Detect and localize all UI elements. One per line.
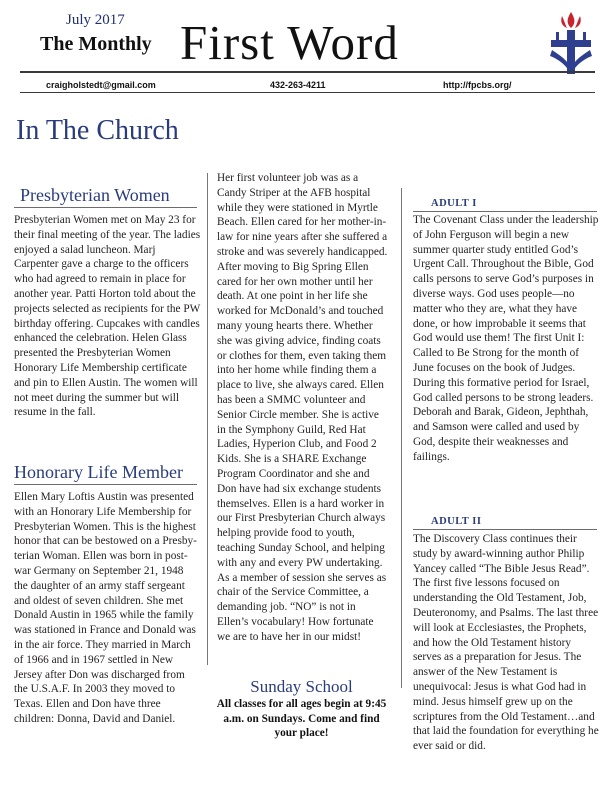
newsletter-title: First Word — [180, 15, 399, 70]
article-text: Her first volunteer job was as a Candy Striper at the AFB hospital while they were stationed in Myrtle Beach. Ellen cared for her mother-in-law for nine years after she suffered a stroke and was severely handicapped. After moving to Big Spring Ellen cared for her own mother until her death. At one point in her life she worked for McDonald’s and touched many young hearts there. Whether she was giving advice, finding coats or clothes for them, even taking them into her home while finding them a place to live, she always cared. Ellen has been a SMMC volunteer and Senior Circle member. She is active in the Symphony Guild, Red Hat Ladies, Hyperion Club, and Food 2 Kids. She is a SHARE Exchange Program Coordinator and she and Don have had six exchange students themselves. Ellen is a hard worker in our First Presbyterian Church always helping provide food to youth, teaching Sunday School, and helping with any and every PW undertaking. As a member of session she serves as chair of the Service Committee, a demanding job. “NO” is not in Ellen’s vocabulary! How fortunate we are to have her in our midst! — [217, 172, 388, 643]
masthead-bottom-rule — [20, 92, 595, 93]
honorary-continued-article — [217, 171, 389, 645]
heading-rule — [14, 207, 197, 208]
heading-rule — [14, 484, 197, 485]
adult-2-label: ADULT II — [431, 516, 482, 527]
heading-rule — [413, 211, 597, 212]
article-text: The Covenant Class under the leadership of John Ferguson will begin a new summer quarter study entitled God’s Urgent Call. Throughout the Bible, God calls persons to serve God’s purposes in diverse ways. God uses people—no matter who they are, what they have done, or how improbable it seems that God would use them! The first Unit I: Called to Be Strong for the month of June focuses on the book of Judges. During this formative period for Israel, God called persons to be strong leaders. Deborah and Barak, Gideon, Jephthah, and Samson were called and used by God, despite their weaknesses and failings. — [413, 214, 599, 463]
adult-2-article — [413, 532, 599, 754]
contact-email[interactable]: craigholstedt@gmail.com — [46, 80, 156, 90]
masthead-top-rule — [20, 71, 595, 73]
column-divider — [401, 188, 402, 688]
article-text: Presbyterian Women met on May 23 for their final meeting of the year. The ladies enjoyed a salad luncheon. Marj Carpenter gave a charge to the officers who had agreed to remain in place for another year. Patti Horton told about the projects selected as recipients for the PW birthday offering. Cupcakes with candles enhanced the celebration. Helen Glass presented the Presbyterian Women Honorary Life Membership certificate and pin to Ellen Austin. The women will not meet during the summer but will resume in the fall. — [14, 214, 201, 419]
contact-website[interactable]: http://fpcbs.org/ — [443, 80, 512, 90]
article-text: The Discovery Class continues their study by award-winning author Philip Yancey called “The Bible Jesus Read”. The first five lessons focused on understanding the Old Testament, Job, Deuteronomy, and Psalms. The last three will look at Ecclesiastes, the Prophets, and how the Old Testament history serves as a preparation for Jesus. The answer of the New Testament is unequivocal: Jesus is what God had in mind. Jesus himself grew up on the scriptures from the Old Testament…and that laid the foundation for everything he ever said or did. — [413, 533, 599, 753]
section-title: In The Church — [16, 115, 179, 146]
presbyterian-women-article — [14, 213, 202, 420]
honorary-life-member-article — [14, 490, 200, 727]
masthead-subtitle: The Monthly — [40, 33, 152, 55]
adult-1-label: ADULT I — [431, 198, 477, 209]
honorary-life-member-heading: Honorary Life Member — [14, 462, 183, 482]
sunday-school-text: All classes for all ages begin at 9:45 a.m. on Sundays. Come and find your place! — [216, 698, 387, 739]
presbyterian-cross-icon — [546, 10, 596, 76]
heading-rule — [413, 529, 597, 530]
presbyterian-women-heading: Presbyterian Women — [20, 185, 170, 205]
contact-phone: 432-263-4211 — [270, 80, 326, 90]
sunday-school-heading: Sunday School — [250, 677, 353, 696]
article-text: Ellen Mary Loftis Austin was presented with an Honorary Life Membership for Presbyterian Women. This is the highest honor that can be bestowed on a Presby-terian Woman. Ellen was born in post-war Germany on September 21, 1948 the daughter of an army staff sergeant and oldest of seven children. She met Donald Austin in 1965 while the family was stationed in France and Donald was in the air force. They married in March of 1966 and in 1967 settled in New Jersey after Don was discharged from the U.S.A.F. In 2003 they moved to Texas. Ellen and Don have three children: Donna, David and Daniel. — [14, 491, 197, 725]
issue-date: July 2017 — [66, 12, 125, 28]
column-divider — [207, 173, 208, 665]
adult-1-article — [413, 213, 599, 465]
